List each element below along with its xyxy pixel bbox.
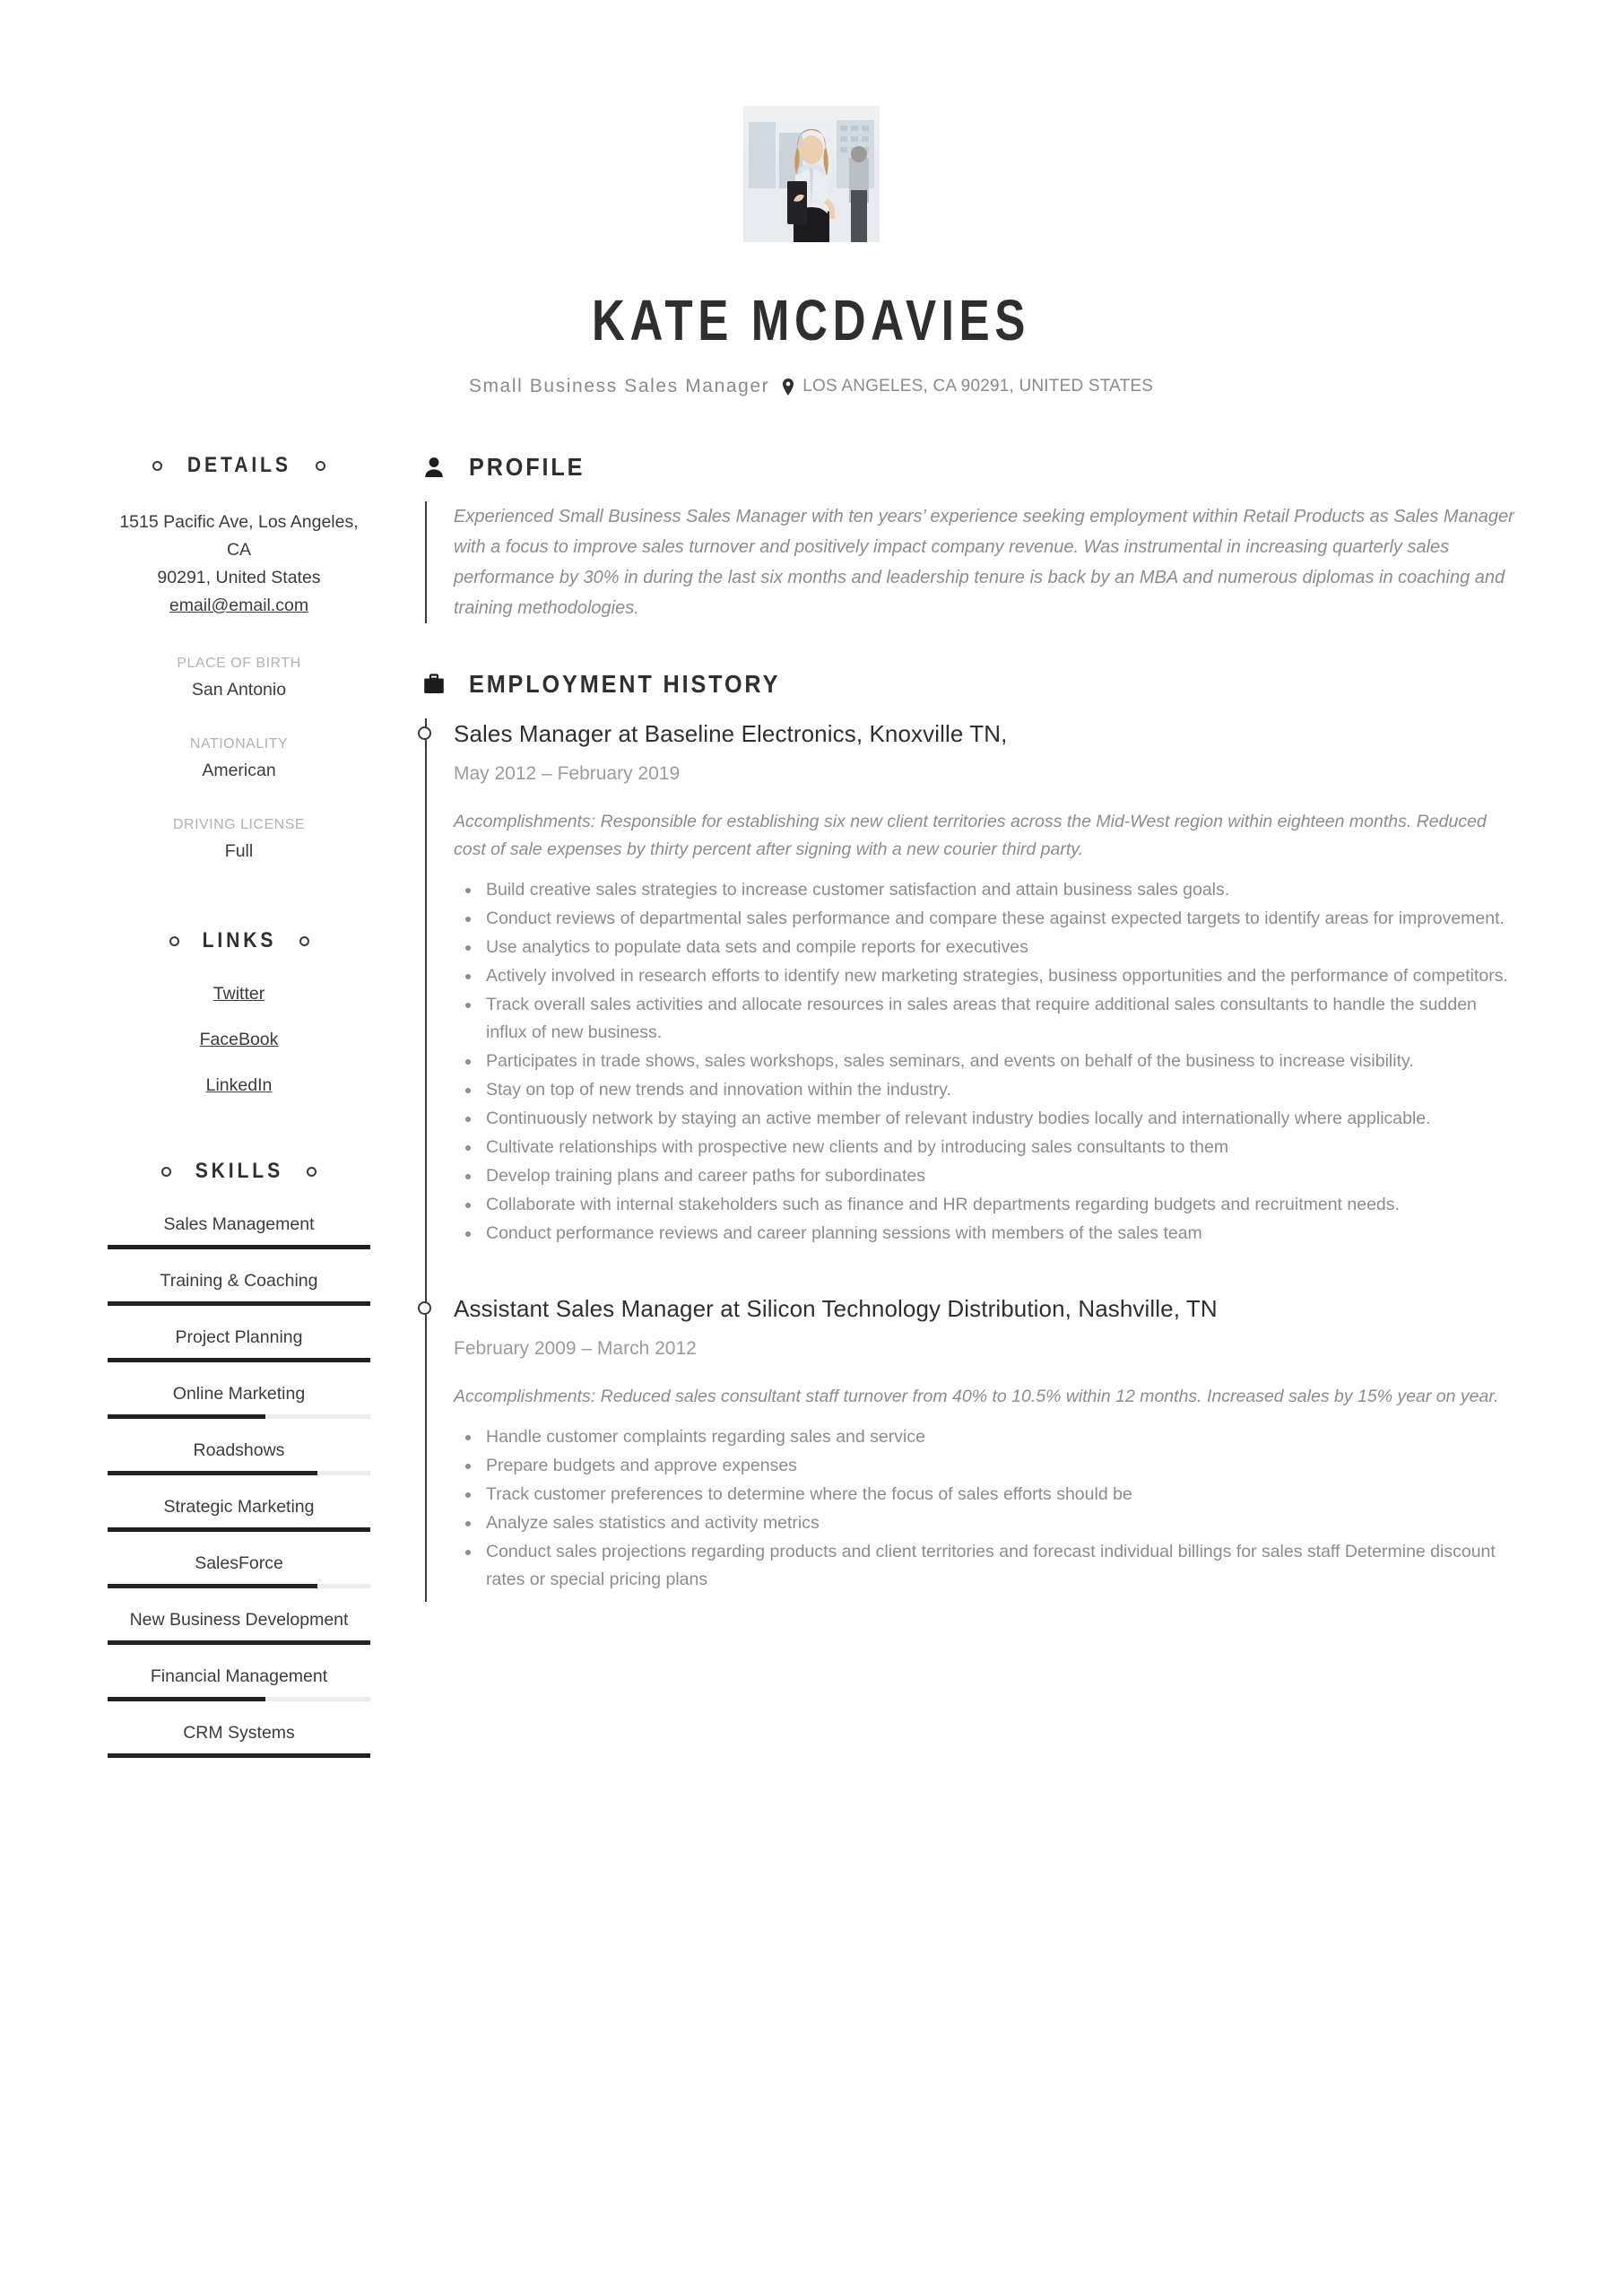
job-bullet: Build creative sales strategies to increase customer satisfaction and attain business sales goals. (484, 876, 1514, 904)
skill-name: Roadshows (193, 1440, 285, 1460)
resume-header (108, 0, 1514, 397)
header-location (782, 377, 1153, 396)
job-bullet: Develop training plans and career paths for subordinates (484, 1162, 1514, 1190)
skill-bar-fill (108, 1471, 317, 1475)
timeline-dot-icon (418, 726, 431, 740)
details-section (108, 453, 370, 862)
skill-bar-fill (108, 1358, 370, 1362)
link-label[interactable]: Twitter (213, 984, 265, 1004)
skill-bar-track (108, 1358, 370, 1362)
field-value: San Antonio (191, 680, 287, 700)
skill-name: SalesForce (195, 1553, 283, 1573)
skill-bar-fill (108, 1301, 370, 1306)
employment-timeline (425, 718, 1514, 1602)
skill-item (108, 1214, 370, 1249)
address-line-2: 90291, United States (157, 568, 321, 587)
job-bullet: Continuously network by staying an active member of relevant industry bodies locally and internationally where applicable. (484, 1105, 1514, 1133)
link-item-linkedin[interactable] (108, 1075, 370, 1096)
header-subline (108, 376, 1514, 397)
skill-name: Project Planning (175, 1327, 303, 1347)
profile-body (425, 501, 1514, 623)
skill-name: New Business Development (129, 1610, 349, 1630)
map-pin-icon (782, 378, 794, 396)
field-label: PLACE OF BIRTH (177, 656, 301, 671)
job-bullet: Participates in trade shows, sales workshops, sales seminars, and events on behalf of the business to increase visibility. (484, 1048, 1514, 1075)
person-icon (422, 456, 446, 479)
skill-name: Sales Management (163, 1214, 315, 1234)
skill-bar-fill (108, 1753, 370, 1758)
skill-name: Training & Coaching (160, 1271, 318, 1291)
job-accomplishments: Accomplishments: Responsible for establishing six new client territories across the Mid-West region within eighteen months. Reduced cost of sale expenses by thirty percent after signing with a new courier third party. (454, 812, 1487, 859)
job-dates: May 2012 – February 2019 (454, 763, 681, 784)
field-label: DRIVING LICENSE (172, 817, 306, 832)
field-label: NATIONALITY (189, 736, 289, 752)
sidebar (108, 453, 417, 1779)
skill-bar-fill (108, 1527, 370, 1532)
job-bullet-list (454, 876, 1514, 1248)
job-title: Sales Manager at Baseline Electronics, Knoxville TN, (454, 720, 1008, 747)
link-item-twitter[interactable] (108, 984, 370, 1004)
job-entry (454, 718, 1514, 1256)
header-location-text: LOS ANGELES, CA 90291, UNITED STATES (802, 377, 1154, 396)
skill-bar-track (108, 1301, 370, 1306)
skill-name: CRM Systems (183, 1723, 295, 1743)
link-label[interactable]: LinkedIn (205, 1075, 273, 1095)
briefcase-icon (422, 673, 446, 696)
skills-heading-label: SKILLS (195, 1159, 283, 1183)
job-bullet: Track customer preferences to determine where the focus of sales efforts should be (484, 1481, 1514, 1509)
skill-bar-track (108, 1753, 370, 1758)
skill-bar-track (108, 1414, 370, 1419)
timeline-dot-icon (418, 1301, 431, 1315)
email-link[interactable]: email@email.com (169, 596, 309, 615)
main-column (417, 453, 1514, 1602)
employment-heading-label: EMPLOYMENT HISTORY (469, 670, 781, 698)
profile-photo (743, 106, 880, 242)
job-bullet: Actively involved in research efforts to identify new marketing strategies, business opportunities and the performance of competitors. (484, 962, 1514, 990)
job-bullet: Analyze sales statistics and activity metrics (484, 1509, 1514, 1537)
field-place-of-birth (108, 656, 370, 700)
job-bullet: Handle customer complaints regarding sales and service (484, 1423, 1514, 1451)
job-bullet: Cultivate relationships with prospective new clients and by introducing sales consultants to them (484, 1134, 1514, 1161)
job-bullet: Collaborate with internal stakeholders such as finance and HR departments regarding budgets and recruitment needs. (484, 1191, 1514, 1219)
profile-heading (422, 453, 1514, 482)
skill-bar-track (108, 1471, 370, 1475)
skills-heading (108, 1159, 370, 1184)
skill-bar-fill (108, 1640, 370, 1645)
skills-list (108, 1214, 370, 1758)
job-title: Assistant Sales Manager at Silicon Technology Distribution, Nashville, TN (454, 1295, 1218, 1322)
link-label[interactable]: FaceBook (199, 1030, 279, 1049)
job-bullet: Use analytics to populate data sets and compile reports for executives (484, 934, 1514, 961)
skill-name: Financial Management (150, 1666, 328, 1686)
resume-body (108, 453, 1514, 1779)
profile-text: Experienced Small Business Sales Manager with ten years’ experience seeking employment within Retail Products as Sales Manager with a focus to improve sales turnover and positively impact company revenue. Was instrumental in increasing quarterly sales performance by 30% in during the last six months and leadership tenure is back by an MBA and numerous diplomas in coaching and training methodologies. (454, 507, 1514, 618)
circle-ornament-icon (152, 461, 162, 471)
links-section (108, 928, 370, 1096)
job-bullet: Track overall sales activities and allocate resources in sales areas that require additional sales consultants to handle the sudden influx of new business. (484, 991, 1514, 1047)
job-entry (454, 1293, 1514, 1602)
skill-bar-track (108, 1584, 370, 1588)
field-driving-license (108, 817, 370, 862)
skill-item (108, 1384, 370, 1419)
job-bullet: Prepare budgets and approve expenses (484, 1452, 1514, 1480)
address-block (108, 509, 370, 620)
skill-bar-track (108, 1527, 370, 1532)
skill-name: Online Marketing (172, 1384, 306, 1404)
link-item-facebook[interactable] (108, 1030, 370, 1050)
skill-bar-track (108, 1245, 370, 1249)
links-heading-label: LINKS (202, 928, 276, 952)
address-line-1: 1515 Pacific Ave, Los Angeles, CA (119, 512, 359, 560)
details-heading (108, 453, 370, 478)
employment-heading (422, 670, 1514, 699)
job-bullet: Conduct performance reviews and career planning sessions with members of the sales team (484, 1220, 1514, 1248)
job-bullet: Conduct reviews of departmental sales performance and compare these against expected targets to identify areas for improvement. (484, 905, 1514, 933)
circle-ornament-icon (169, 936, 179, 946)
circle-ornament-icon (299, 936, 309, 946)
job-bullet-list (454, 1423, 1514, 1594)
circle-ornament-icon (316, 461, 325, 471)
circle-ornament-icon (307, 1167, 317, 1177)
circle-ornament-icon (161, 1167, 171, 1177)
skill-item (108, 1440, 370, 1475)
skill-item (108, 1610, 370, 1645)
header-job-title: Small Business Sales Manager (468, 376, 770, 396)
skill-bar-fill (108, 1245, 370, 1249)
skill-bar-fill (108, 1414, 265, 1419)
skill-item (108, 1327, 370, 1362)
jobs-list (454, 718, 1514, 1602)
skill-bar-track (108, 1697, 370, 1701)
job-accomplishments: Accomplishments: Reduced sales consultant staff turnover from 40% to 10.5% within 12 months. Increased sales by 15% year on year. (454, 1387, 1499, 1406)
job-dates: February 2009 – March 2012 (454, 1338, 697, 1359)
skill-item (108, 1271, 370, 1306)
skill-bar-track (108, 1640, 370, 1645)
skill-bar-fill (108, 1697, 265, 1701)
skill-item (108, 1723, 370, 1758)
page-title: KATE MCDAVIES (591, 288, 1031, 352)
field-nationality (108, 736, 370, 781)
skills-section (108, 1159, 370, 1758)
skill-bar-fill (108, 1584, 317, 1588)
skill-item (108, 1553, 370, 1588)
employment-section (422, 670, 1514, 1602)
field-value: Full (224, 841, 254, 861)
field-value: American (202, 761, 276, 780)
job-bullet: Stay on top of new trends and innovation within the industry. (484, 1076, 1514, 1104)
details-heading-label: DETAILS (186, 453, 291, 477)
skill-item (108, 1666, 370, 1701)
skill-name: Strategic Marketing (163, 1497, 315, 1517)
links-heading (108, 928, 370, 953)
job-bullet: Conduct sales projections regarding products and client territories and forecast individual billings for sales staff Determine discount rates or special pricing plans (484, 1538, 1514, 1594)
skill-item (108, 1497, 370, 1532)
profile-section (422, 453, 1514, 623)
profile-heading-label: PROFILE (469, 453, 585, 481)
